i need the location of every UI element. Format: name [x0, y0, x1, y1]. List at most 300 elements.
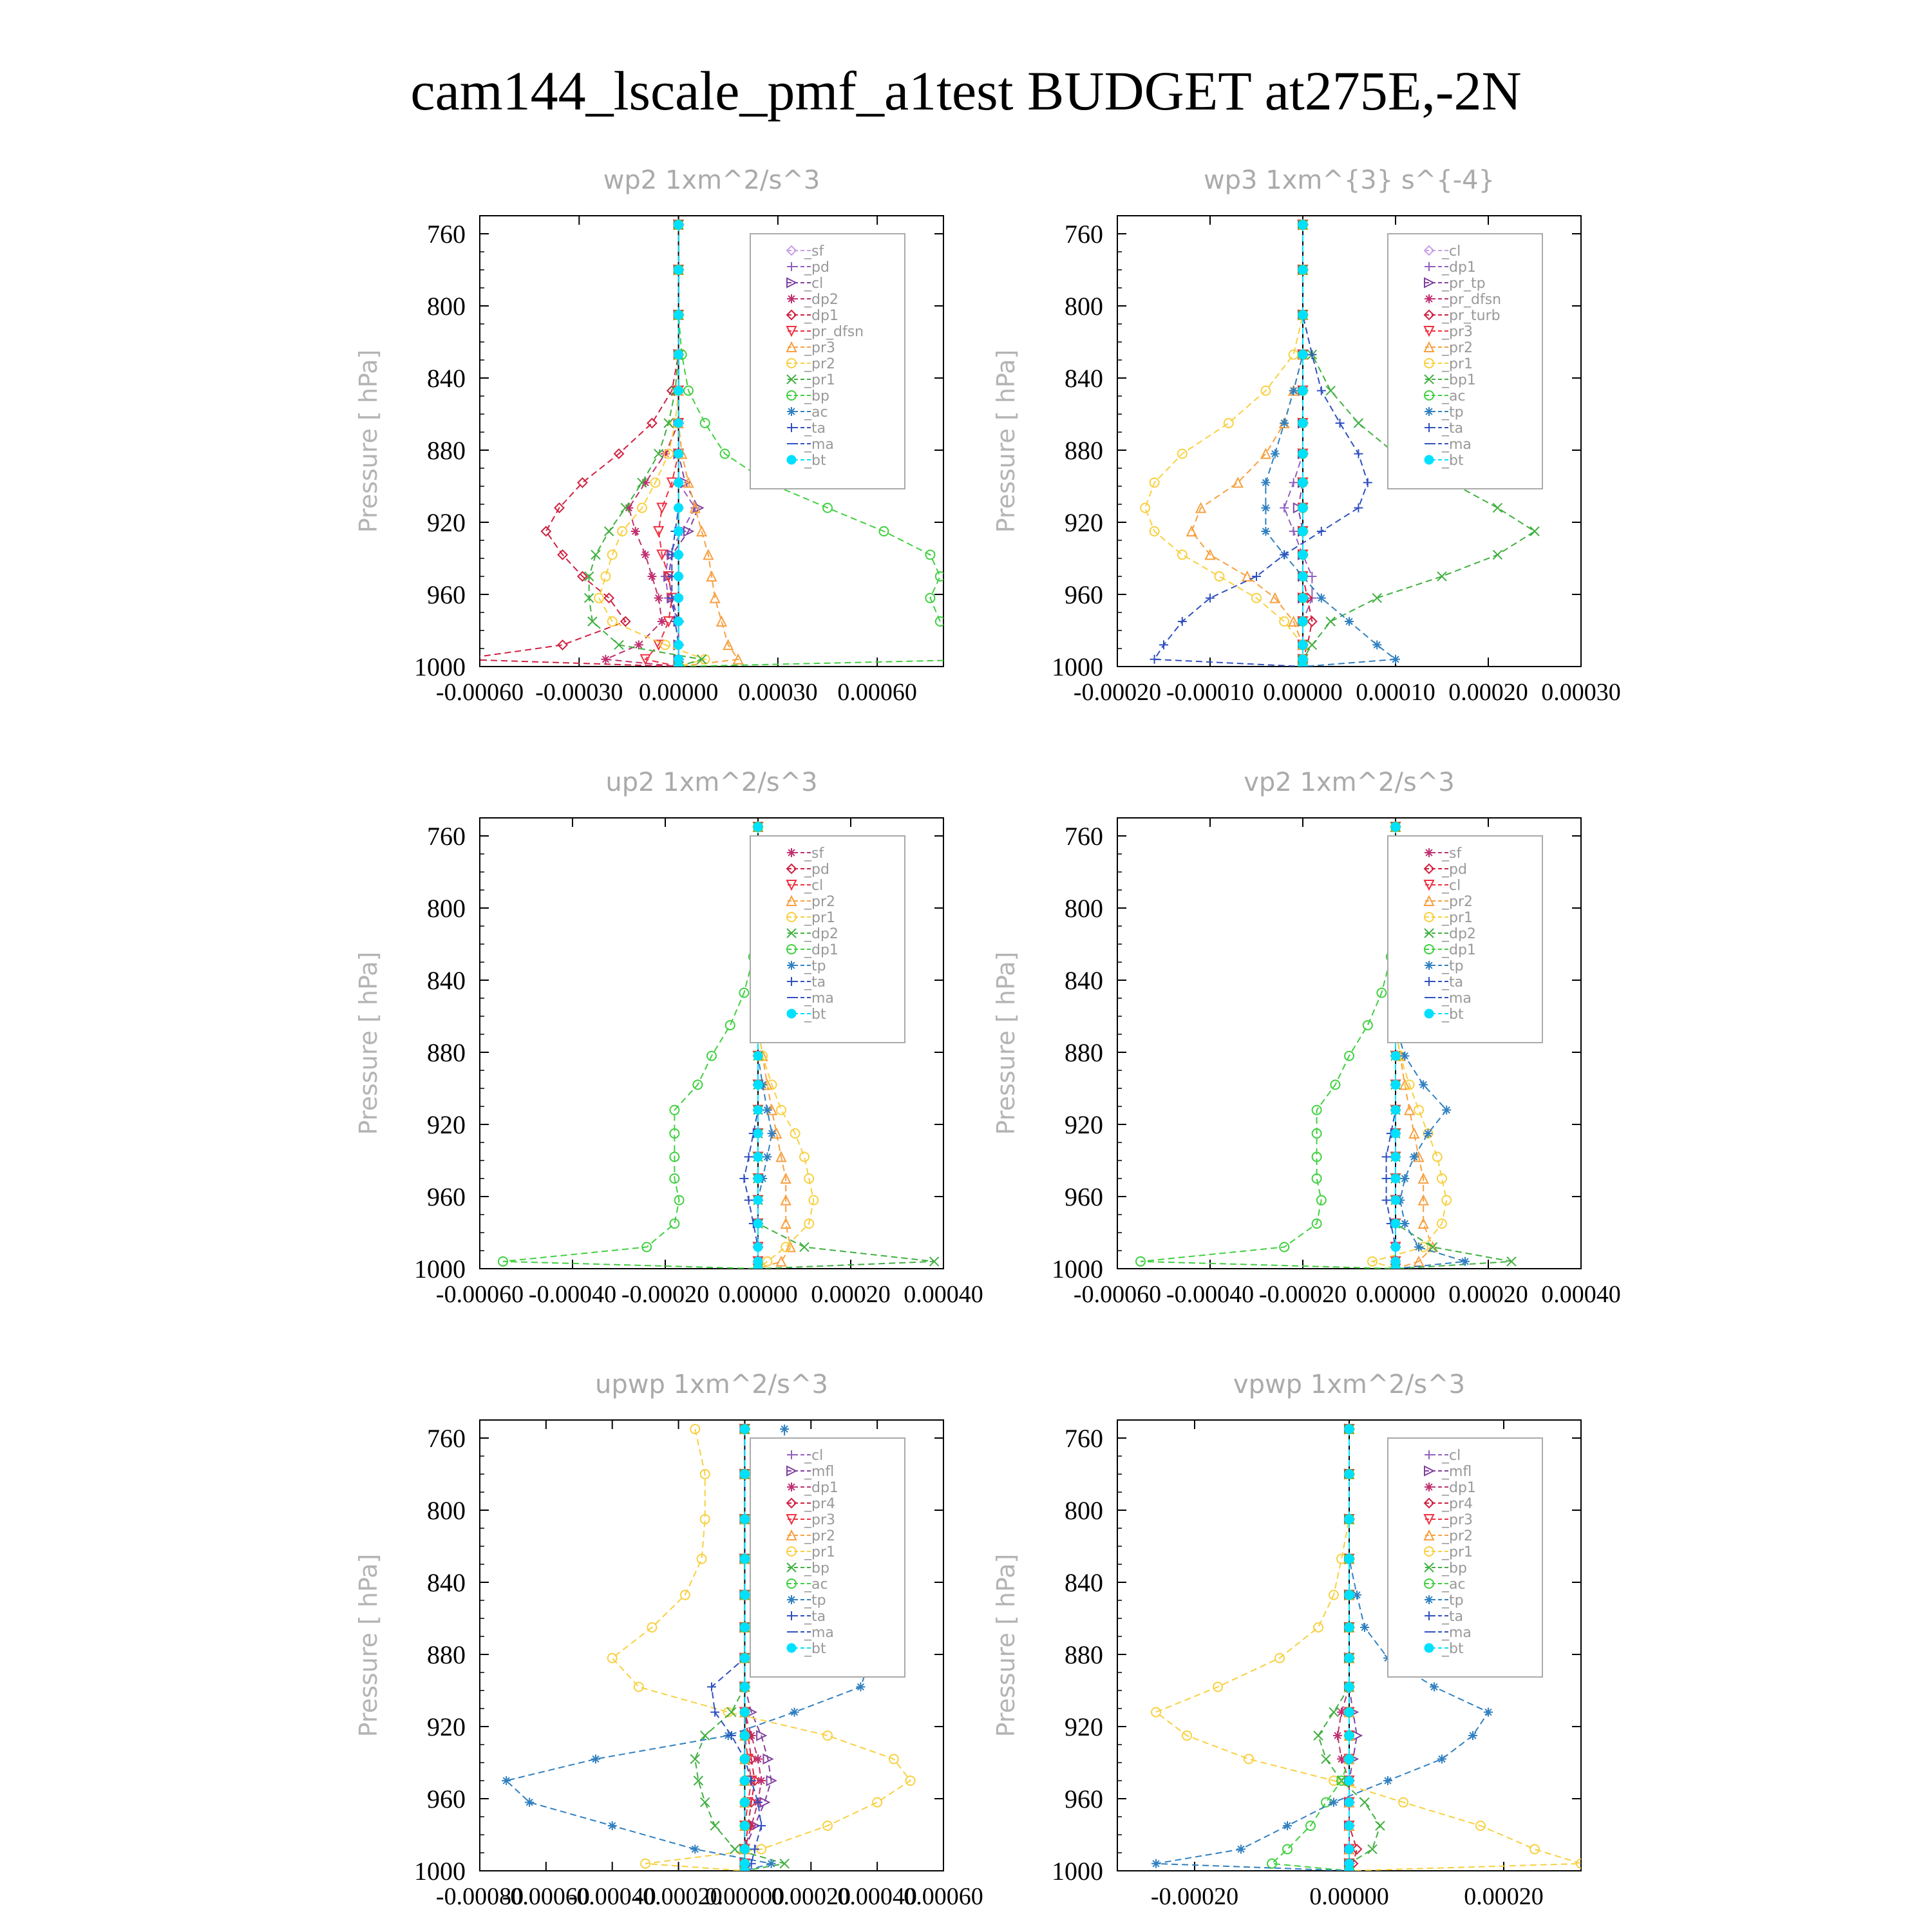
data-point: [790, 1708, 799, 1717]
legend-entry: _dp1: [804, 1480, 838, 1496]
legend-entry: _ma: [804, 437, 834, 453]
data-point: [1383, 1776, 1392, 1785]
data-point: [1345, 617, 1354, 626]
legend: [750, 1438, 905, 1677]
chart-title: upwp 1xm^2/s^3: [595, 1370, 828, 1399]
data-point: [780, 1425, 789, 1434]
data-point: [740, 1776, 749, 1785]
data-point: [1298, 478, 1307, 487]
legend-entry: _tp: [804, 958, 826, 974]
data-point: [1345, 1798, 1354, 1807]
legend-entry: _ac: [804, 404, 828, 421]
x-tick-label: 0.00040: [904, 1281, 983, 1308]
data-point: [1298, 265, 1307, 274]
legend-entry: _ac: [1442, 388, 1466, 404]
chart-title: vpwp 1xm^2/s^3: [1233, 1370, 1466, 1399]
legend-entry: _pr2: [1442, 340, 1473, 356]
x-tick-label: -0.00010: [1166, 679, 1255, 706]
legend-entry: _ma: [1442, 1625, 1472, 1641]
legend-entry: _ta: [804, 974, 826, 990]
legend-entry: _tp: [1442, 404, 1464, 421]
legend-entry: _pr2: [804, 356, 836, 372]
y-tick-label: 840: [1065, 364, 1103, 393]
data-point: [1333, 1731, 1342, 1740]
data-point: [1298, 640, 1307, 649]
x-tick-label: 0.00000: [705, 1883, 785, 1910]
legend-entry: _bt: [804, 1641, 826, 1657]
chart-title: wp3 1xm^{3} s^{-4}: [1203, 166, 1495, 195]
data-point: [740, 1798, 749, 1807]
y-tick-label: 920: [1065, 1712, 1103, 1741]
legend-marker: [1425, 848, 1434, 857]
data-point: [1298, 350, 1307, 359]
legend-entry: _pr4: [804, 1496, 836, 1512]
data-point: [1298, 550, 1307, 559]
x-tick-label: 0.00000: [1356, 1281, 1435, 1308]
legend-entry: _ta: [1442, 1609, 1464, 1625]
data-point: [674, 265, 683, 274]
legend-marker: [1425, 1643, 1434, 1653]
data-point: [1391, 1196, 1400, 1205]
legend-marker: [787, 1009, 796, 1018]
legend-entry: _bp1: [1442, 372, 1476, 388]
legend-entry: _tp: [1442, 958, 1464, 974]
legend-entry: _cl: [1442, 878, 1461, 894]
x-tick-label: -0.00060: [435, 1281, 524, 1308]
data-point: [762, 1106, 772, 1115]
data-point: [740, 1821, 749, 1830]
data-point: [740, 1425, 749, 1434]
legend-entry: _bt: [1442, 453, 1464, 469]
y-tick-label: 800: [427, 292, 466, 321]
x-tick-label: 0.00020: [1448, 1281, 1528, 1308]
data-point: [674, 419, 683, 428]
data-point: [1391, 822, 1400, 831]
y-tick-label: 800: [427, 1496, 466, 1525]
x-tick-label: 0.00060: [904, 1883, 983, 1910]
x-tick-label: 0.00000: [1263, 679, 1343, 706]
data-point: [740, 1470, 749, 1479]
legend-entry: _cl: [804, 276, 824, 292]
legend: [1388, 1438, 1542, 1677]
y-tick-label: 840: [1065, 1568, 1103, 1597]
legend-entry: _pr_dfsn: [804, 324, 864, 340]
data-point: [740, 1654, 749, 1663]
legend-entry: _dp1: [1442, 260, 1476, 276]
legend-entry: _pr4: [1442, 1496, 1473, 1512]
data-point: [1468, 1731, 1477, 1740]
data-point: [740, 1623, 749, 1632]
legend-marker: [1425, 1009, 1434, 1018]
data-point: [1391, 1080, 1400, 1089]
data-point: [591, 1754, 600, 1763]
x-tick-label: -0.00080: [435, 1883, 524, 1910]
data-point: [1400, 1052, 1409, 1061]
data-point: [1345, 1682, 1354, 1691]
y-axis-label: Pressure [ hPa]: [992, 349, 1020, 533]
x-tick-label: 0.00030: [1541, 679, 1621, 706]
x-tick-label: -0.00020: [634, 1883, 723, 1910]
y-tick-label: 960: [1065, 1182, 1103, 1211]
y-tick-label: 920: [427, 1712, 466, 1741]
legend-entry: _sf: [804, 243, 824, 260]
legend-entry: _pr1: [1442, 1544, 1473, 1560]
x-tick-label: 0.00000: [638, 679, 719, 706]
data-point: [1345, 1654, 1354, 1663]
data-point: [1391, 1242, 1400, 1251]
data-point: [753, 1152, 762, 1161]
legend-entry: _pr1: [804, 910, 836, 926]
legend-entry: _ac: [1442, 1577, 1466, 1593]
legend-entry: _bp: [804, 388, 829, 404]
y-tick-label: 880: [427, 436, 466, 465]
x-tick-label: -0.00020: [621, 1281, 710, 1308]
x-tick-label: -0.00040: [528, 1281, 617, 1308]
legend-marker: [1425, 961, 1434, 970]
data-point: [1236, 1844, 1245, 1853]
data-point: [740, 1591, 749, 1600]
legend-entry: _ac: [804, 1577, 828, 1593]
legend-entry: _dp2: [1442, 926, 1476, 942]
legend-entry: _ta: [1442, 974, 1464, 990]
x-tick-label: -0.00060: [1073, 1281, 1162, 1308]
data-point: [1484, 1708, 1493, 1717]
data-point: [1345, 1515, 1354, 1524]
data-point: [740, 1754, 749, 1763]
data-point: [753, 1129, 762, 1138]
y-tick-label: 1000: [1052, 1255, 1103, 1283]
data-point: [1345, 1776, 1354, 1785]
y-tick-label: 1000: [1052, 652, 1103, 681]
y-tick-label: 1000: [414, 652, 466, 681]
data-point: [1410, 1152, 1419, 1161]
data-point: [1298, 572, 1307, 581]
x-tick-label: 0.00030: [738, 679, 818, 706]
data-point: [1400, 1219, 1409, 1228]
legend-entry: _dp1: [1442, 1480, 1476, 1496]
legend-entry: _ma: [1442, 437, 1472, 453]
data-point: [674, 617, 683, 626]
legend-entry: _bt: [804, 453, 826, 469]
data-point: [1345, 1623, 1354, 1632]
legend-entry: _pr1: [1442, 356, 1473, 372]
y-tick-label: 840: [427, 966, 466, 995]
data-point: [753, 1754, 762, 1763]
y-tick-label: 1000: [1052, 1857, 1103, 1886]
legend-marker: [1425, 455, 1434, 464]
x-tick-label: 0.00000: [718, 1281, 798, 1308]
data-point: [1298, 310, 1307, 319]
data-point: [740, 1682, 749, 1691]
y-tick-label: 920: [427, 508, 466, 537]
data-point: [674, 450, 683, 459]
data-point: [1345, 1844, 1354, 1853]
legend-marker: [787, 961, 796, 970]
legend-marker: [1425, 1595, 1434, 1604]
legend-marker: [1425, 294, 1434, 303]
legend-entry: _dp2: [804, 926, 838, 942]
data-point: [740, 1844, 749, 1853]
data-point: [1345, 1591, 1354, 1600]
data-point: [753, 1196, 762, 1205]
y-tick-label: 840: [1065, 966, 1103, 995]
legend-entry: _cl: [804, 1448, 824, 1464]
legend-entry: _pr1: [804, 1544, 836, 1560]
data-point: [674, 478, 683, 487]
y-axis-label: Pressure [ hPa]: [992, 951, 1020, 1135]
x-tick-label: -0.00020: [1258, 1281, 1347, 1308]
y-tick-label: 960: [1065, 580, 1103, 609]
data-point: [753, 822, 762, 831]
data-point: [1298, 527, 1307, 536]
legend-entry: _dp1: [804, 942, 838, 958]
data-point: [1437, 1754, 1446, 1763]
data-point: [1298, 386, 1307, 395]
data-point: [1414, 1242, 1423, 1251]
data-point: [1298, 594, 1307, 603]
data-point: [1298, 450, 1307, 459]
data-point: [1261, 527, 1270, 536]
legend-entry: _mfl: [804, 1464, 835, 1480]
data-point: [740, 1708, 749, 1717]
data-point: [674, 527, 683, 536]
data-point: [1430, 1682, 1439, 1691]
x-tick-label: 0.00020: [771, 1883, 851, 1910]
legend-marker: [787, 294, 796, 303]
data-point: [753, 1080, 762, 1089]
y-tick-label: 920: [1065, 508, 1103, 537]
legend: [1388, 836, 1542, 1043]
data-point: [1419, 1080, 1428, 1089]
data-point: [674, 550, 683, 559]
data-point: [753, 1052, 762, 1061]
x-tick-label: -0.00030: [535, 679, 623, 706]
x-tick-label: 0.00040: [1541, 1281, 1621, 1308]
data-point: [674, 640, 683, 649]
data-point: [674, 386, 683, 395]
data-point: [768, 1129, 777, 1138]
legend-entry: _mfl: [1442, 1464, 1472, 1480]
x-tick-label: -0.00040: [568, 1883, 656, 1910]
data-point: [1391, 1152, 1400, 1161]
y-tick-label: 920: [1065, 1110, 1103, 1139]
legend-entry: _bp: [804, 1560, 829, 1577]
x-tick-label: -0.00060: [502, 1883, 590, 1910]
y-tick-label: 880: [1065, 1038, 1103, 1067]
y-tick-label: 960: [427, 1182, 466, 1211]
y-tick-label: 840: [427, 1568, 466, 1597]
y-tick-label: 800: [1065, 292, 1103, 321]
legend-entry: _bt: [804, 1007, 826, 1023]
data-point: [1298, 419, 1307, 428]
data-point: [753, 1106, 762, 1115]
legend-entry: _sf: [1442, 846, 1462, 862]
legend-entry: _pr2: [804, 894, 836, 910]
data-point: [1345, 1708, 1354, 1717]
y-tick-label: 960: [1065, 1785, 1103, 1814]
data-point: [1298, 504, 1307, 513]
legend-marker: [787, 455, 796, 464]
legend-marker: [787, 848, 796, 857]
legend: [1388, 234, 1542, 489]
data-point: [1442, 1106, 1451, 1115]
legend-entry: _dp1: [804, 308, 838, 324]
data-point: [753, 1242, 762, 1251]
legend-entry: _ma: [804, 1625, 834, 1641]
x-tick-label: 0.00020: [1464, 1883, 1544, 1910]
y-tick-label: 760: [1065, 822, 1103, 851]
data-point: [740, 1515, 749, 1524]
x-tick-label: 0.00060: [837, 679, 917, 706]
x-tick-label: 0.00020: [1448, 679, 1528, 706]
legend-marker: [787, 1643, 796, 1653]
data-point: [757, 1776, 766, 1785]
x-tick-label: -0.00020: [1150, 1883, 1239, 1910]
data-point: [1329, 1798, 1338, 1807]
y-tick-label: 760: [427, 220, 466, 249]
data-point: [674, 310, 683, 319]
y-tick-label: 800: [1065, 894, 1103, 923]
x-tick-label: -0.00040: [1166, 1281, 1255, 1308]
x-tick-label: 0.00020: [811, 1281, 891, 1308]
x-tick-label: -0.00020: [1073, 679, 1162, 706]
data-point: [740, 1555, 749, 1564]
x-tick-label: -0.00060: [435, 679, 524, 706]
y-axis-label: Pressure [ hPa]: [354, 1553, 383, 1738]
data-point: [1360, 1623, 1369, 1632]
data-point: [1391, 1106, 1400, 1115]
data-point: [1391, 1129, 1400, 1138]
legend-entry: _cl: [1442, 1448, 1461, 1464]
legend-entry: _cl: [804, 878, 824, 894]
y-tick-label: 920: [427, 1110, 466, 1139]
legend-entry: _pr_dfsn: [1442, 292, 1502, 308]
y-tick-label: 960: [427, 1785, 466, 1814]
legend-entry: _pr1: [804, 372, 836, 388]
y-tick-label: 1000: [414, 1255, 466, 1283]
y-tick-label: 760: [1065, 1424, 1103, 1453]
legend-marker: [787, 1482, 796, 1492]
x-tick-label: 0.00000: [1309, 1883, 1389, 1910]
data-point: [1400, 1174, 1409, 1183]
legend-entry: _pr3: [1442, 1512, 1473, 1528]
data-point: [674, 220, 683, 229]
y-tick-label: 760: [1065, 220, 1103, 249]
legend-entry: _tp: [804, 1593, 826, 1609]
data-point: [856, 1682, 865, 1691]
x-tick-label: 0.00040: [837, 1883, 917, 1910]
legend-marker: [1425, 407, 1434, 416]
data-point: [767, 1859, 776, 1868]
data-point: [1151, 1859, 1160, 1868]
y-tick-label: 760: [427, 822, 466, 851]
chart-title: vp2 1xm^2/s^3: [1244, 768, 1455, 797]
legend-entry: _bt: [1442, 1641, 1464, 1657]
data-point: [1391, 1219, 1400, 1228]
data-point: [1391, 1052, 1400, 1061]
data-point: [1345, 1731, 1354, 1740]
y-tick-label: 880: [427, 1038, 466, 1067]
y-tick-label: 840: [427, 364, 466, 393]
legend-entry: _pr1: [1442, 910, 1473, 926]
x-tick-label: 0.00010: [1356, 679, 1435, 706]
data-point: [674, 572, 683, 581]
data-point: [1345, 1754, 1354, 1763]
y-tick-label: 880: [1065, 1640, 1103, 1669]
y-tick-label: 1000: [414, 1857, 466, 1886]
legend-entry: _ma: [1442, 990, 1472, 1007]
y-tick-label: 880: [427, 1640, 466, 1669]
data-point: [674, 594, 683, 603]
y-axis-label: Pressure [ hPa]: [992, 1553, 1020, 1738]
data-point: [674, 350, 683, 359]
legend-entry: _pd: [804, 862, 829, 878]
data-point: [1391, 1174, 1400, 1183]
y-axis-label: Pressure [ hPa]: [354, 951, 383, 1135]
data-point: [1345, 1555, 1354, 1564]
chart-title: wp2 1xm^2/s^3: [603, 166, 820, 195]
legend: [750, 836, 905, 1043]
data-point: [1298, 617, 1307, 626]
legend-entry: _ta: [804, 421, 826, 437]
data-point: [1283, 1821, 1292, 1830]
legend-entry: _cl: [1442, 243, 1461, 260]
data-point: [1345, 1821, 1354, 1830]
data-point: [762, 1152, 772, 1161]
data-point: [1345, 1425, 1354, 1434]
legend-entry: _pr3: [804, 1512, 836, 1528]
legend-entry: _sf: [804, 846, 824, 862]
legend-entry: _ta: [1442, 421, 1464, 437]
y-tick-label: 880: [1065, 436, 1103, 465]
y-tick-label: 960: [427, 580, 466, 609]
y-tick-label: 800: [1065, 1496, 1103, 1525]
legend-entry: _dp1: [1442, 942, 1476, 958]
legend: [750, 234, 905, 489]
data-point: [753, 1219, 762, 1228]
legend-entry: _bt: [1442, 1007, 1464, 1023]
data-point: [753, 1174, 762, 1183]
legend-entry: _pr2: [804, 1528, 836, 1544]
legend-entry: _bp: [1442, 1560, 1467, 1577]
legend-entry: _ta: [804, 1609, 826, 1625]
legend-entry: _pr2: [1442, 1528, 1473, 1544]
y-tick-label: 760: [427, 1424, 466, 1453]
legend-entry: _ma: [804, 990, 834, 1007]
legend-marker: [787, 407, 796, 416]
legend-marker: [787, 1595, 796, 1604]
legend-entry: _pr_turb: [1442, 308, 1501, 324]
page-title: cam144_lscale_pmf_a1test BUDGET at275E,-2N: [410, 60, 1522, 122]
data-point: [1298, 220, 1307, 229]
legend-entry: _pr3: [1442, 324, 1473, 340]
legend-entry: _pd: [804, 260, 829, 276]
legend-entry: _tp: [1442, 1593, 1464, 1609]
legend-marker: [1425, 1482, 1434, 1492]
legend-entry: _pr_tp: [1442, 276, 1486, 292]
chart-title: up2 1xm^2/s^3: [605, 768, 818, 797]
data-point: [674, 504, 683, 513]
y-axis-label: Pressure [ hPa]: [354, 349, 383, 533]
data-point: [1345, 1470, 1354, 1479]
legend-entry: _dp2: [804, 292, 838, 308]
legend-entry: _pr3: [804, 340, 836, 356]
y-tick-label: 800: [427, 894, 466, 923]
legend-entry: _pd: [1442, 862, 1467, 878]
data-point: [740, 1731, 749, 1740]
legend-entry: _pr2: [1442, 894, 1473, 910]
data-point: [1423, 1129, 1432, 1138]
